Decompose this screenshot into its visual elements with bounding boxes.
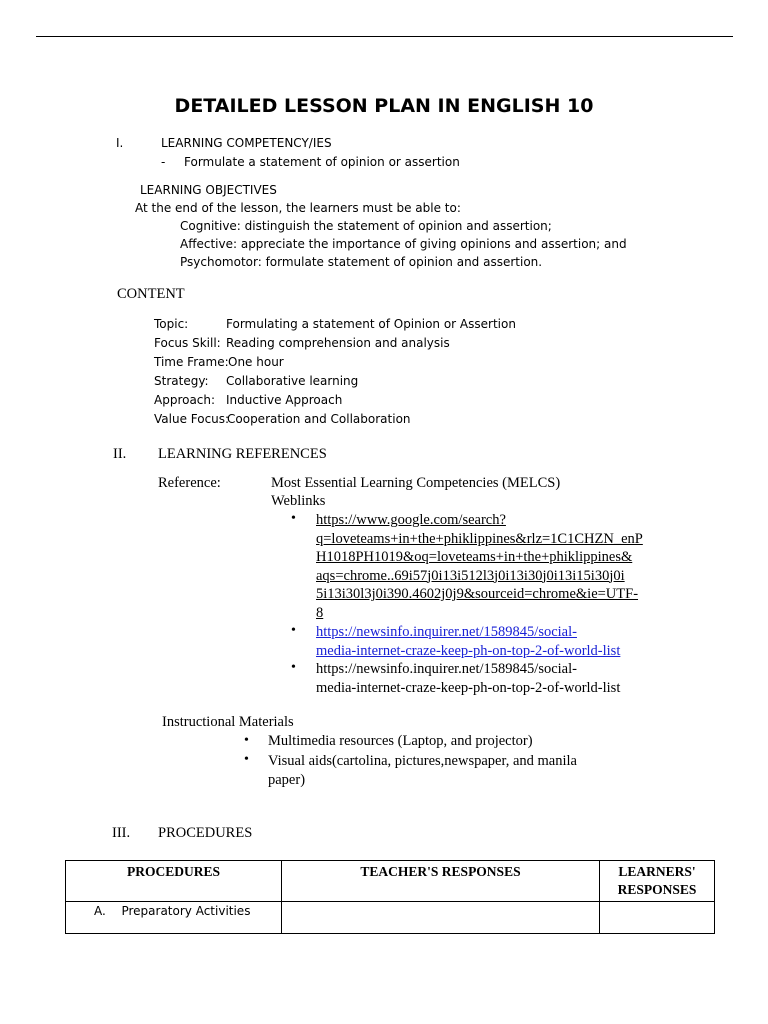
- procedures-table: [65, 860, 715, 934]
- link-line: q=loveteams+in+the+phiklippines&rlz=1C1CHZN_enP: [316, 530, 643, 547]
- bullet-icon: •: [291, 623, 296, 638]
- link-line: https://newsinfo.inquirer.net/1589845/social-: [316, 624, 577, 640]
- header-learners-responses: [600, 861, 715, 902]
- content-value: Inductive Approach: [226, 393, 343, 407]
- section-1-heading: LEARNING COMPETENCY/IES: [161, 136, 332, 150]
- section-3-heading: PROCEDURES: [158, 825, 253, 841]
- learner-response-cell[interactable]: [600, 902, 715, 934]
- weblink-google[interactable]: [316, 511, 643, 622]
- top-rule: [36, 36, 733, 37]
- section-1-numeral: I.: [116, 136, 124, 150]
- link-line: H1018PH1019&oq=loveteams+in+the+phiklippines&: [316, 549, 633, 565]
- weblink-inquirer[interactable]: [316, 623, 620, 660]
- material-item: [268, 752, 577, 789]
- content-value: Collaborative learning: [226, 374, 359, 388]
- content-value: Formulating a statement of Opinion or Assertion: [226, 317, 516, 331]
- procedure-cell: [66, 902, 282, 934]
- content-value: Cooperation and Collaboration: [227, 412, 411, 426]
- content-heading: CONTENT: [117, 286, 185, 302]
- weblinks-label: Weblinks: [271, 493, 326, 509]
- content-label: Approach:: [154, 393, 216, 407]
- objectives-intro: At the end of the lesson, the learners must be able to:: [135, 201, 461, 215]
- content-label: Topic:: [154, 317, 189, 331]
- bullet-icon: •: [291, 511, 296, 526]
- header-teacher-responses: TEACHER'S RESPONSES: [282, 861, 600, 902]
- link-line: aqs=chrome..69i57j0i13i512l3j0i13i30j0i13i15i30j0i: [316, 567, 625, 584]
- link-line: media-internet-craze-keep-ph-on-top-2-of-world-list: [316, 679, 621, 696]
- material-line: Visual aids(cartolina, pictures,newspaper, and manila: [268, 753, 577, 769]
- content-value: One hour: [228, 355, 284, 369]
- competency-dash: -: [161, 155, 166, 169]
- content-label: Value Focus:: [154, 412, 230, 426]
- header-procedures: PROCEDURES: [66, 861, 282, 902]
- material-item: Multimedia resources (Laptop, and projector): [268, 733, 533, 749]
- objective-psychomotor: Psychomotor: formulate statement of opinion and assertion.: [180, 255, 543, 269]
- objectives-heading: LEARNING OBJECTIVES: [140, 183, 277, 197]
- section-2-numeral: II.: [113, 446, 127, 462]
- content-label: Focus Skill:: [154, 336, 221, 350]
- header-line: RESPONSES: [617, 882, 697, 897]
- competency-text: Formulate a statement of opinion or assertion: [184, 155, 460, 169]
- section-2-heading: LEARNING REFERENCES: [158, 446, 327, 462]
- materials-heading: Instructional Materials: [162, 714, 294, 730]
- link-line: media-internet-craze-keep-ph-on-top-2-of-world-list: [316, 642, 621, 659]
- reference-label: Reference:: [158, 475, 221, 491]
- content-label: Time Frame:: [154, 355, 229, 369]
- link-line: 5i13i30l3j0i390.4602j0j9&sourceid=chrome&ie=UTF-: [316, 586, 639, 602]
- objective-affective: Affective: appreciate the importance of giving opinions and assertion; and: [180, 237, 627, 251]
- link-line: 8: [316, 604, 324, 621]
- reference-value: Most Essential Learning Competencies (MELCS): [271, 475, 561, 491]
- link-line: https://newsinfo.inquirer.net/1589845/social-: [316, 661, 577, 677]
- table-row: [66, 902, 715, 934]
- row-marker: A.: [94, 904, 106, 918]
- row-label: Preparatory Activities: [121, 904, 251, 918]
- teacher-response-cell[interactable]: [282, 902, 600, 934]
- objective-cognitive: Cognitive: distinguish the statement of opinion and assertion;: [180, 219, 552, 233]
- header-line: LEARNERS': [618, 864, 696, 879]
- material-line: paper): [268, 771, 306, 788]
- weblink-inquirer-text: [316, 660, 620, 697]
- link-line: https://www.google.com/search?: [316, 512, 506, 528]
- page-title: DETAILED LESSON PLAN IN ENGLISH 10: [174, 95, 594, 117]
- section-3-numeral: III.: [112, 825, 131, 841]
- bullet-icon: •: [244, 752, 249, 767]
- content-label: Strategy:: [154, 374, 209, 388]
- content-value: Reading comprehension and analysis: [226, 336, 450, 350]
- bullet-icon: •: [291, 660, 296, 675]
- table-header-row: [66, 861, 715, 902]
- bullet-icon: •: [244, 733, 249, 748]
